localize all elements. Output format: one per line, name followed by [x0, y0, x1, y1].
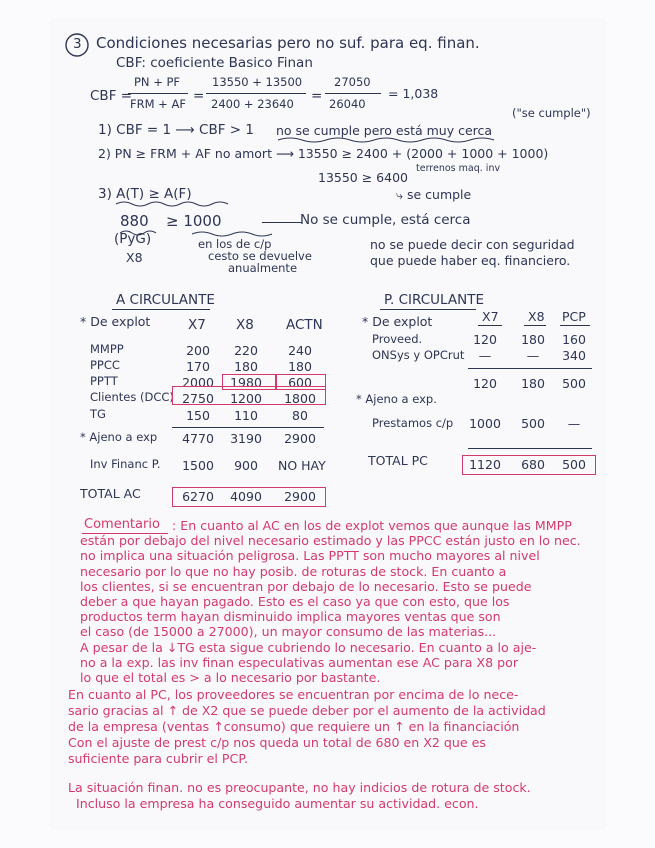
comment-label: Comentario: [84, 517, 160, 532]
pc-subtitle: * De explot: [362, 314, 433, 329]
ac-cell: 150: [186, 408, 210, 423]
ac-rule: [172, 427, 324, 428]
underline-squiggle: [276, 136, 516, 144]
pc-col-x8: X8: [528, 309, 545, 324]
condition-4-right-1: no se puede decir con seguridad: [370, 237, 575, 252]
condition-1: 1) CBF = 1 ⟶ CBF > 1: [98, 122, 254, 138]
cbf-numerator-1: PN + PF: [134, 75, 181, 89]
condition-4-x8: X8: [126, 250, 143, 265]
heading-title: Condiciones necesarias pero no suf. para eq. finan.: [96, 34, 480, 52]
comment-line: de la empresa (ventas ↑consumo) que requiere un ↑ en la financiación: [68, 719, 520, 734]
underline-squiggle: [114, 200, 244, 208]
cbf-denominator-1: FRM + AF: [130, 97, 186, 111]
pc-cell: 180: [521, 332, 545, 347]
pc-row-label: ONSys y OPCrut: [372, 348, 465, 362]
comment-line: los clientes, si se encuentran por debajo de lo necesario. Esto se puede: [80, 578, 532, 594]
pc-total-x8: 680: [521, 457, 545, 472]
comment-line: lo que el total es > a lo necesario por bastante.: [80, 670, 381, 685]
ac-cell: 110: [234, 408, 258, 423]
pc-cell: —: [526, 348, 540, 363]
ac-row-label: PPCC: [90, 358, 120, 372]
underline-squiggle: [118, 229, 358, 239]
condition-4-lhs: 880: [120, 212, 149, 230]
condition-4-note-3: anualmente: [228, 261, 298, 275]
condition-4-op: ≥ 1000: [166, 212, 222, 230]
comment-line: : En cuanto al AC en los de explot vemos que aunque las MMPP: [172, 518, 572, 533]
ac-cell: NO HAY: [278, 458, 326, 473]
ac-cell: 4770: [182, 431, 214, 446]
condition-3: 3) A(T) ≥ A(F): [98, 186, 192, 202]
ac-cell: 170: [186, 359, 210, 374]
ac-cell: 1800: [284, 391, 316, 406]
ac-cell: 240: [288, 343, 312, 358]
ac-cell: 180: [288, 359, 312, 374]
pc-total-label: TOTAL PC: [368, 453, 428, 468]
pc-col-x7: X7: [482, 309, 499, 324]
ac-cell: 200: [186, 343, 210, 358]
ac-col-actn: ACTN: [286, 317, 323, 333]
comment-line: En cuanto al PC, los proveedores se encuentran por encima de lo nece-: [68, 687, 519, 702]
condition-3-calc: 13550 ≥ 6400: [318, 170, 408, 185]
ac-total-x7: 6270: [182, 489, 214, 504]
pc-row-label: * Ajeno a exp.: [356, 392, 437, 406]
pc-total-pcp: 500: [562, 457, 586, 472]
comment-line: La situación finan. no es preocupante, no hay indicios de rotura de stock.: [68, 780, 531, 795]
ac-cell: 900: [234, 458, 258, 473]
ac-row-label: MMPP: [90, 342, 124, 356]
ac-cell: 600: [288, 375, 312, 390]
pc-cell: 500: [562, 376, 586, 391]
pc-cell: 120: [473, 332, 497, 347]
comment-line: necesario por lo que no hay posib. de roturas de stock. En cuanto a: [80, 563, 507, 579]
fraction-bar: [206, 93, 306, 94]
condition-3-result: ⤷ se cumple: [396, 187, 472, 202]
condition-4-pyg: (PyG): [114, 231, 152, 247]
ac-cell: 3190: [230, 431, 262, 446]
cbf-result: = 1,038: [388, 86, 439, 101]
ac-subtitle: * De explot: [80, 314, 151, 329]
pc-cell: —: [567, 416, 581, 431]
pc-col-underline: [560, 325, 590, 326]
ac-cell: 1200: [230, 391, 262, 406]
fraction-bar: [325, 93, 381, 94]
ac-cell: 2750: [182, 391, 214, 406]
pc-rule: [468, 448, 592, 449]
comment-line: suficiente para cubrir el PCP.: [68, 751, 248, 766]
pc-col-pcp: PCP: [562, 309, 586, 324]
ac-total-actn: 2900: [284, 489, 316, 504]
cbf-denominator-2: 2400 + 23640: [211, 97, 294, 111]
comment-line: deber a que hayan pagado. Esto es el caso ya que con esto, que los: [80, 594, 510, 609]
condition-1-note: no se cumple pero está muy cerca: [276, 123, 493, 138]
ac-cell: 80: [292, 408, 308, 423]
pc-cell: 1000: [469, 416, 501, 431]
pc-cell: 500: [521, 416, 545, 431]
ac-row-label: PPTT: [90, 374, 118, 388]
ac-col-x7: X7: [188, 317, 206, 333]
pc-cell: 340: [562, 348, 586, 363]
condition-2: 2) PN ≥ FRM + AF no amort ⟶ 13550 ≥ 2400 + (2000 + 1000 + 1000): [98, 146, 549, 161]
comment-line: Incluso la empresa ha conseguido aumentar su actividad. econ.: [76, 796, 479, 811]
pc-col-underline: [478, 325, 502, 326]
ac-row-label: Inv Financ P.: [90, 457, 161, 471]
cbf-label: CBF =: [90, 88, 133, 104]
pc-title: P. CIRCULANTE: [384, 292, 484, 308]
condition-4-note-2: cesto se devuelve: [208, 249, 312, 263]
ac-cell: 180: [234, 359, 258, 374]
heading-subtitle: CBF: coeficiente Basico Finan: [116, 55, 313, 71]
cbf-numerator-3: 27050: [334, 75, 371, 89]
pc-col-underline: [524, 325, 546, 326]
equals-sign: =: [193, 88, 205, 104]
ac-total-label: TOTAL AC: [80, 486, 141, 501]
condition-2-sublabels: terrenos maq. inv: [416, 163, 501, 174]
ac-pptt-x8-box: [222, 374, 276, 390]
circled-number: 3: [73, 36, 82, 52]
ac-title-underline: [112, 309, 210, 310]
cbf-numerator-2: 13550 + 13500: [212, 75, 303, 89]
pc-cell: 160: [562, 332, 586, 347]
pc-cell: —: [478, 348, 492, 363]
condition-4-note-1: en los de c/p: [198, 237, 272, 251]
cbf-denominator-3: 26040: [329, 97, 366, 111]
condition-4-arrow-text: No se cumple, está cerca: [300, 212, 471, 228]
ac-total-x8: 4090: [230, 489, 262, 504]
comment-line: A pesar de la ↓TG esta sigue cubriendo lo necesario. En cuanto a lo aje-: [80, 639, 537, 655]
ac-row-label: * Ajeno a exp: [80, 430, 158, 444]
ac-cell: 2900: [284, 431, 316, 446]
ac-cell: 1980: [230, 375, 262, 390]
comment-line: Con el ajuste de prest c/p nos queda un total de 680 en X2 que es: [68, 735, 486, 750]
pc-rule: [468, 368, 592, 369]
ac-row-label: Clientes (DCC): [90, 390, 174, 404]
pc-cell: 180: [521, 376, 545, 391]
ac-cell: 220: [234, 343, 258, 358]
comment-line: el caso (de 15000 a 27000), un mayor consumo de las materias...: [80, 624, 497, 640]
ac-col-x8: X8: [236, 317, 254, 333]
ac-title: A CIRCULANTE: [116, 292, 215, 308]
pc-row-label: Prestamos c/p: [372, 416, 454, 430]
ac-row-label: TG: [90, 407, 106, 421]
comment-line: sario gracias al ↑ de X2 que se puede deber por el aumento de la actividad: [68, 703, 546, 718]
ac-cell: 1500: [182, 458, 214, 473]
pc-row-label: Proveed.: [372, 332, 423, 346]
comment-line: productos term hayan disminuido implica mayores ventas que son: [80, 609, 501, 625]
comment-line: no a la exp. las inv finan especulativas aumentan ese AC para X8 por: [80, 654, 519, 670]
equals-sign: =: [311, 88, 323, 104]
comment-line: están por debajo del nivel necesario estimado y las PPCC están justo en lo nec.: [80, 533, 581, 549]
pc-total-x7: 1120: [469, 457, 501, 472]
condition-4-right-2: que puede haber eq. financiero.: [370, 253, 571, 268]
condition-1-tag: ("se cumple"): [512, 106, 591, 120]
pc-cell: 120: [473, 376, 497, 391]
comment-line: no implica una situación peligrosa. Las PPTT son mucho mayores al nivel: [80, 548, 540, 564]
arrow-line: [262, 222, 302, 223]
ac-pptt-actn-box: [276, 374, 326, 390]
pc-title-underline: [380, 309, 476, 310]
ac-cell: 2000: [182, 375, 214, 390]
fraction-bar: [128, 93, 188, 94]
